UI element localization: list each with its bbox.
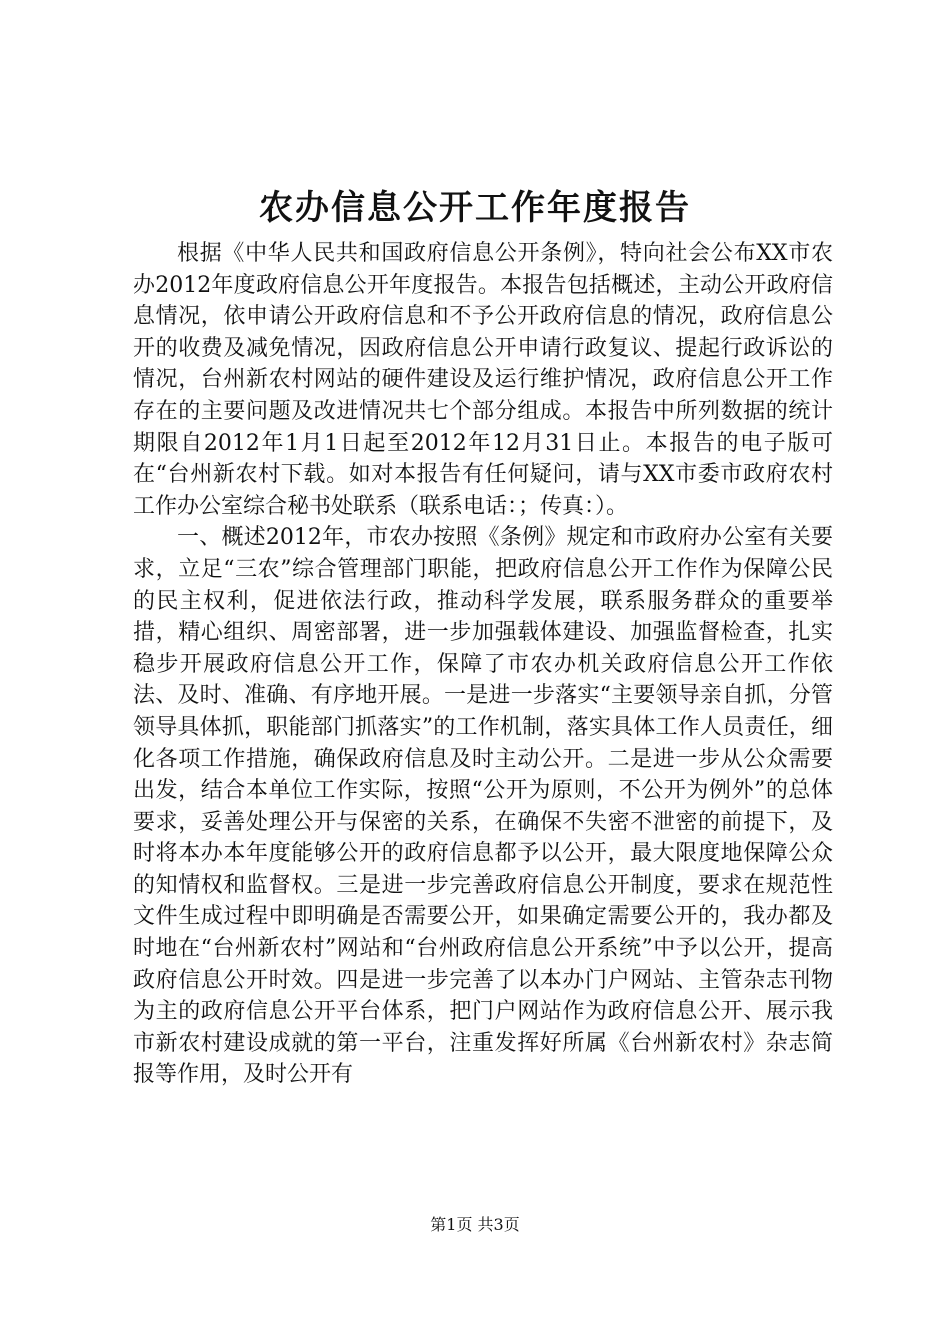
paragraph-overview: 一、概述2012年，市农办按照《条例》规定和市政府办公室有关要求，立足“三农”综合管理部门职能，把政府信息公开工作作为保障公民的民主权利，促进依法行政，推动科学发展，联系服务群众的重要举措，精心组织、周密部署，进一步加强载体建设、加强监督检查，扎实稳步开展政府信息公开工作，保障了市农办机关政府信息公开工作依法、及时、准确、有序地开展。一是进一步落实“主要领导亲自抓，分管领导具体抓，职能部门抓落实”的工作机制，落实具体工作人员责任，细化各项工作措施，确保政府信息及时主动公开。二是进一步从公众需要出发，结合本单位工作实际，按照“公开为原则，不公开为例外”的总体要求，妥善处理公开与保密的关系，在确保不失密不泄密的前提下，及时将本办本年度能够公开的政府信息都予以公开，最大限度地保障公众的知情权和监督权。三是进一步完善政府信息公开制度，要求在规范性文件生成过程中即明确是否需要公开，如果确定需要公开的，我办都及时地在“台州新农村”网站和“台州政府信息公开系统”中予以公开，提高政府信息公开时效。四是进一步完善了以本办门户网站、主管杂志刊物为主的政府信息公开平台体系，把门户网站作为政府信息公开、展示我市新农村建设成就的第一平台，注重发挥好所属《台州新农村》杂志简报等作用，及时公开有 bbox=[133, 525, 833, 1088]
document-body bbox=[133, 238, 833, 1091]
document-title: 农办信息公开工作年度报告 bbox=[259, 188, 691, 228]
paragraph-intro: 根据《中华人民共和国政府信息公开条例》，特向社会公布XX市农办2012年度政府信息公开年度报告。本报告包括概述，主动公开政府信息情况，依申请公开政府信息和不予公开政府信息的情况，政府信息公开的收费及减免情况，因政府信息公开申请行政复议、提起行政诉讼的情况，台州新农村网站的硬件建设及运行维护情况，政府信息公开工作存在的主要问题及改进情况共七个部分组成。本报告中所列数据的统计期限自2012年1月1日起至2012年12月31日止。本报告的电子版可在“台州新农村下载。如对本报告有任何疑问，请与XX市委市政府农村工作办公室综合秘书处联系（联系电话：；传真：）。 bbox=[133, 241, 833, 519]
page-number: 第1页 共3页 bbox=[430, 1215, 520, 1234]
